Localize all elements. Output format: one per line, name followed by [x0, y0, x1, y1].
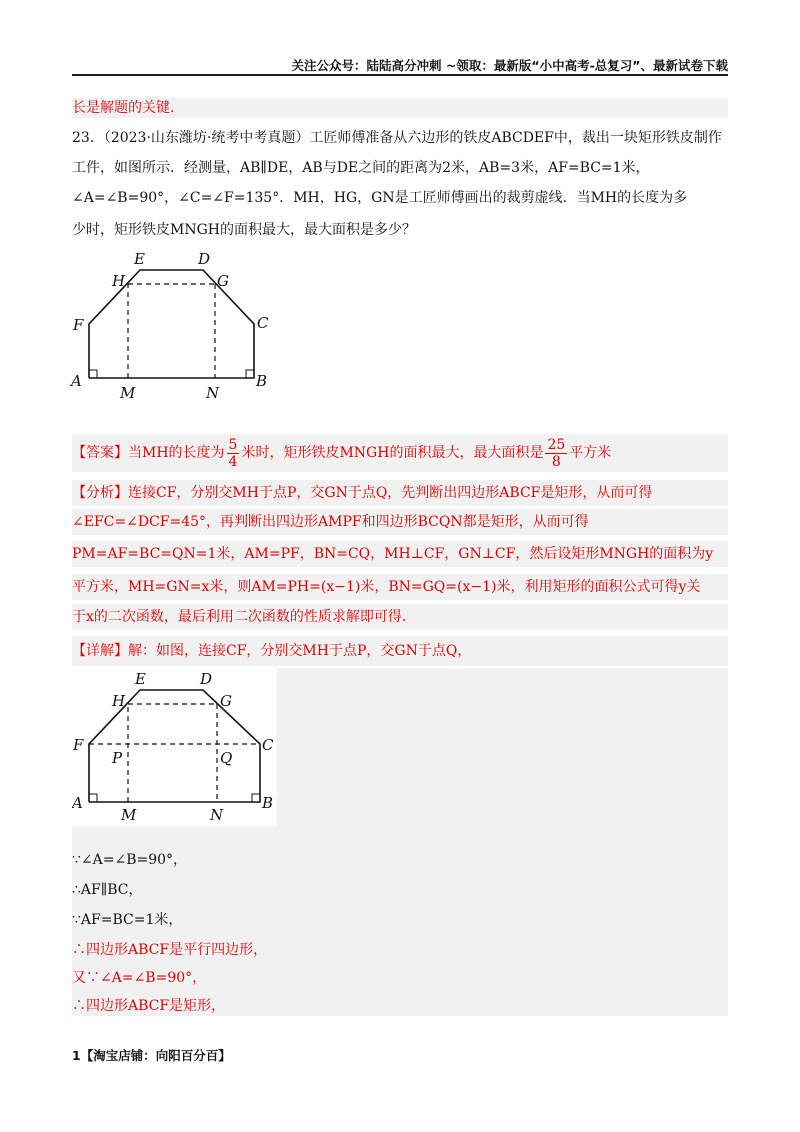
problem-line: 23．（2023·山东潍坊·统考中考真题）工匠师傅准备从六边形的铁皮ABCDEF中，裁出一块矩形铁皮制作: [72, 130, 722, 146]
label-A: A: [71, 372, 82, 390]
label-F: F: [73, 316, 84, 334]
previous-solution-note: 长是解题的关键．: [72, 98, 728, 118]
label-M: M: [120, 384, 136, 402]
step-line: ∴AF∥BC，: [72, 882, 143, 898]
label-D: D: [198, 250, 211, 268]
label-H: H: [112, 692, 126, 710]
label-G: G: [220, 692, 232, 710]
problem-line: ∠A=∠B=90°，∠C=∠F=135°．MH，HG，GN是工匠师傅画出的裁剪虚线．当MH的长度为多: [72, 190, 688, 206]
problem-line: 少时，矩形铁皮MNGH的面积最大，最大面积是多少？: [72, 222, 416, 238]
label-P: P: [112, 749, 123, 767]
page-footer: 1【淘宝店铺：向阳百分百】: [72, 1048, 231, 1063]
label-D: D: [200, 670, 213, 688]
label-E: E: [134, 250, 145, 268]
answer-tag: 【答案】: [72, 445, 128, 461]
header-rule: [72, 74, 728, 76]
cut-lines: [128, 284, 215, 378]
step-line: 又∵∠A=∠B=90°，: [72, 970, 207, 986]
page-header: 关注公众号：陆陆高分冲刺 ~领取：最新版“小中高考-总复习”、最新试卷下载: [291, 58, 728, 73]
problem-line: 工件，如图所示．经测量，AB∥DE，AB与DE之间的距离为2米，AB=3米，AF=BC=1米，: [72, 160, 650, 176]
step-line: ∵∠A=∠B=90°，: [72, 852, 188, 868]
label-C: C: [262, 736, 274, 754]
right-angle-marks: [89, 370, 254, 378]
step-line: ∵AF=BC=1米，: [72, 912, 183, 928]
label-H: H: [112, 272, 126, 290]
label-F: F: [73, 736, 84, 754]
analysis-tag: 【分析】: [72, 485, 128, 501]
label-Q: Q: [220, 749, 233, 767]
label-G: G: [217, 272, 229, 290]
label-N: N: [206, 384, 220, 402]
answer-block: 【答案】当MH的长度为 $\frac{5}{4}$ 米时，矩形铁皮MNGH的面积最大，最大面积是 $\frac{25}{8}$ 平方米: [72, 434, 728, 472]
hexagon-figure-with-pq: [72, 668, 277, 826]
hexagon-figure: [60, 248, 290, 408]
label-N: N: [210, 806, 224, 824]
label-B: B: [262, 794, 274, 812]
label-A: A: [72, 794, 83, 812]
label-M: M: [121, 806, 137, 824]
step-line: ∴四边形ABCF是平行四边形，: [72, 942, 268, 958]
label-E: E: [135, 670, 146, 688]
detail-tag: 【详解】: [72, 643, 128, 659]
detail-intro: 【详解】解：如图，连接CF，分别交MH于点P，交GN于点Q，: [72, 636, 728, 666]
label-C: C: [257, 314, 269, 332]
step-line: ∴四边形ABCF是矩形，: [72, 998, 226, 1014]
label-B: B: [256, 372, 268, 390]
